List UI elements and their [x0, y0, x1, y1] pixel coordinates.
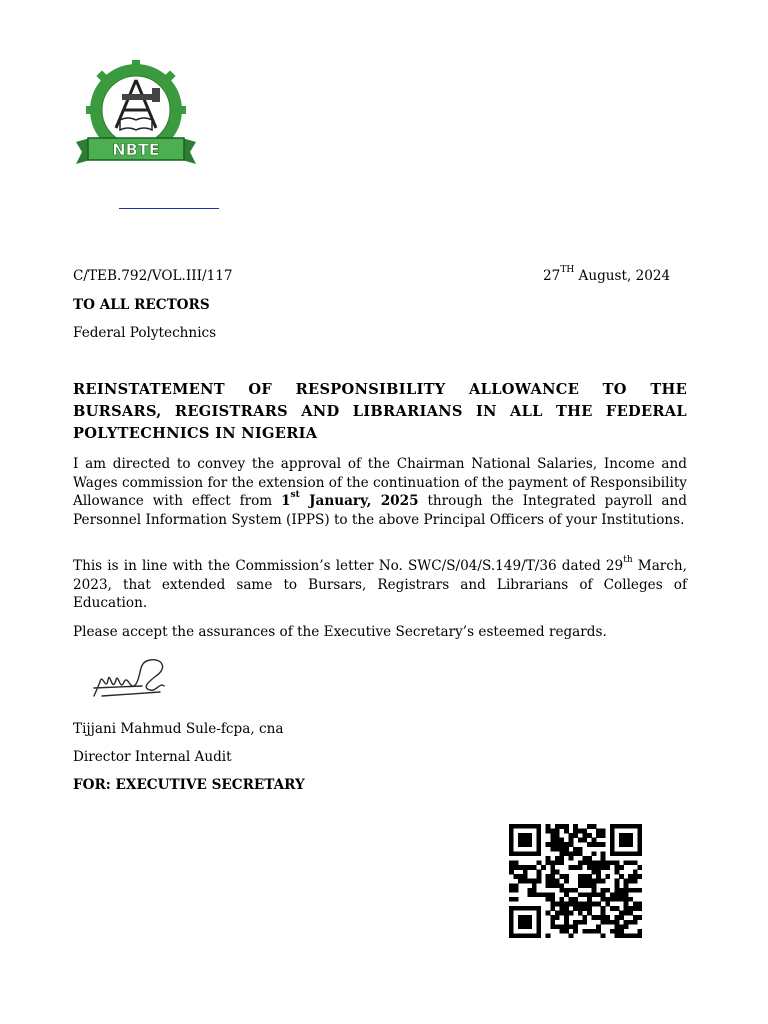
svg-text:NBTE: NBTE	[112, 140, 160, 159]
signatory-name: Tijjani Mahmud Sule-fcpa, cna	[73, 721, 284, 737]
qr-code-icon	[509, 824, 642, 938]
reference-number: C/TEB.792/VOL.III/117	[73, 268, 233, 284]
body-paragraph-1: I am directed to convey the approval of the Chairman National Salaries, Income and Wages commission for the extension of the continuation of the payment of Responsibility Allowance with effect from 1st January, 2025 through the Integrated payroll and Personnel Information System (IPPS) to the above Principal Officers of your Institutions.	[73, 456, 687, 528]
signatory-title: Director Internal Audit	[73, 749, 232, 765]
nbte-logo-icon	[72, 60, 202, 168]
signatory-for: FOR: EXECUTIVE SECRETARY	[73, 777, 305, 793]
letter-date: 27TH August, 2024	[543, 265, 671, 284]
subject-heading: REINSTATEMENT OF RESPONSIBILITY ALLOWANCE TO THE BURSARS, REGISTRARS AND LIBRARIANS IN ALL THE FEDERAL POLYTECHNICS IN NIGERIA	[73, 381, 687, 442]
closing-paragraph: Please accept the assurances of the Executive Secretary’s esteemed regards.	[73, 624, 607, 640]
body-paragraph-2: This is in line with the Commission’s letter No. SWC/S/04/S.149/T/36 dated 29th March, 2023, that extended same to Bursars, Registrars and Librarians of Colleges of Education.	[73, 555, 687, 611]
signature-icon	[90, 652, 174, 702]
email-link-underline[interactable]	[119, 207, 219, 209]
addressee-line: TO ALL RECTORS	[73, 297, 210, 313]
addressee-institution: Federal Polytechnics	[73, 325, 217, 341]
